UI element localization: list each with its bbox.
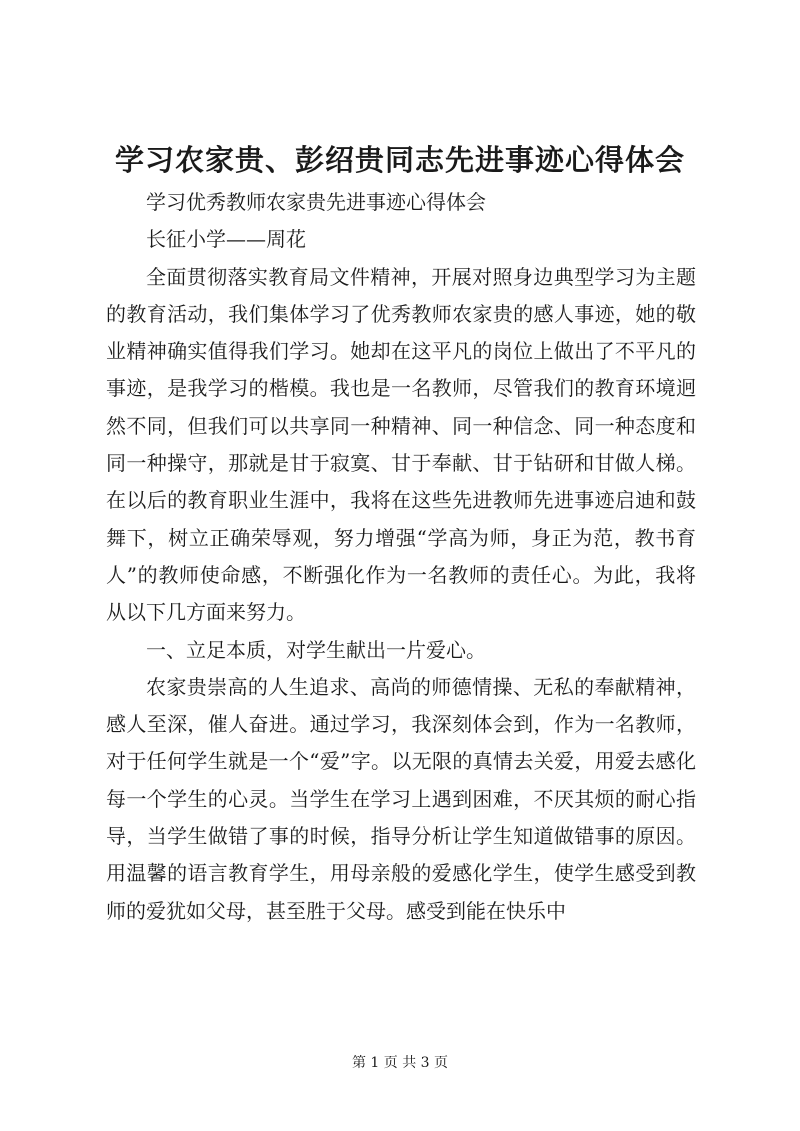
body-paragraph: 全面贯彻落实教育局文件精神，开展对照身边典型学习为主题的教育活动，我们集体学习了优秀教师农家贵的感人事迹，她的敬业精神确实值得我们学习。她却在这平凡的岗位上做出了不平凡的事迹，是我学习的楷模。我也是一名教师，尽管我们的教育环境迥然不同，但我们可以共享同一种精神、同一种信念、同一种态度和同一种操守，那就是甘于寂寞、甘于奉献、甘于钻研和甘做人梯。在以后的教育职业生涯中，我将在这些先进教师先进事迹启迪和鼓舞下，树立正确荣辱观，努力增强“学高为师，身正为范，教书育人”的教师使命感，不断强化作为一名教师的责任心。为此，我将从以下几方面来努力。 [106, 264, 696, 625]
document-title: 学习农家贵、彭绍贵同志先进事迹心得体会 [114, 143, 685, 177]
author-paragraph: 长征小学——周花 [146, 227, 306, 252]
document-body [106, 184, 696, 930]
section-heading: 一、立足本质，对学生献出一片爱心。 [146, 637, 486, 662]
body-paragraph: 农家贵崇高的人生追求、高尚的师德情操、无私的奉献精神，感人至深，催人奋进。通过学习，我深刻体会到，作为一名教师，对于任何学生就是一个“爱”字。以无限的真情去关爱，用爱去感化每一个学生的心灵。当学生在学习上遇到困难，不厌其烦的耐心指导，当学生做错了事的时候，指导分析让学生知道做错事的原因。用温馨的语言教育学生，用母亲般的爱感化学生，使学生感受到教师的爱犹如父母，甚至胜于父母。感受到能在快乐中 [106, 674, 696, 923]
page-footer: 第 1 页 共 3 页 [351, 1055, 449, 1071]
subtitle-paragraph: 学习优秀教师农家贵先进事迹心得体会 [146, 190, 486, 214]
